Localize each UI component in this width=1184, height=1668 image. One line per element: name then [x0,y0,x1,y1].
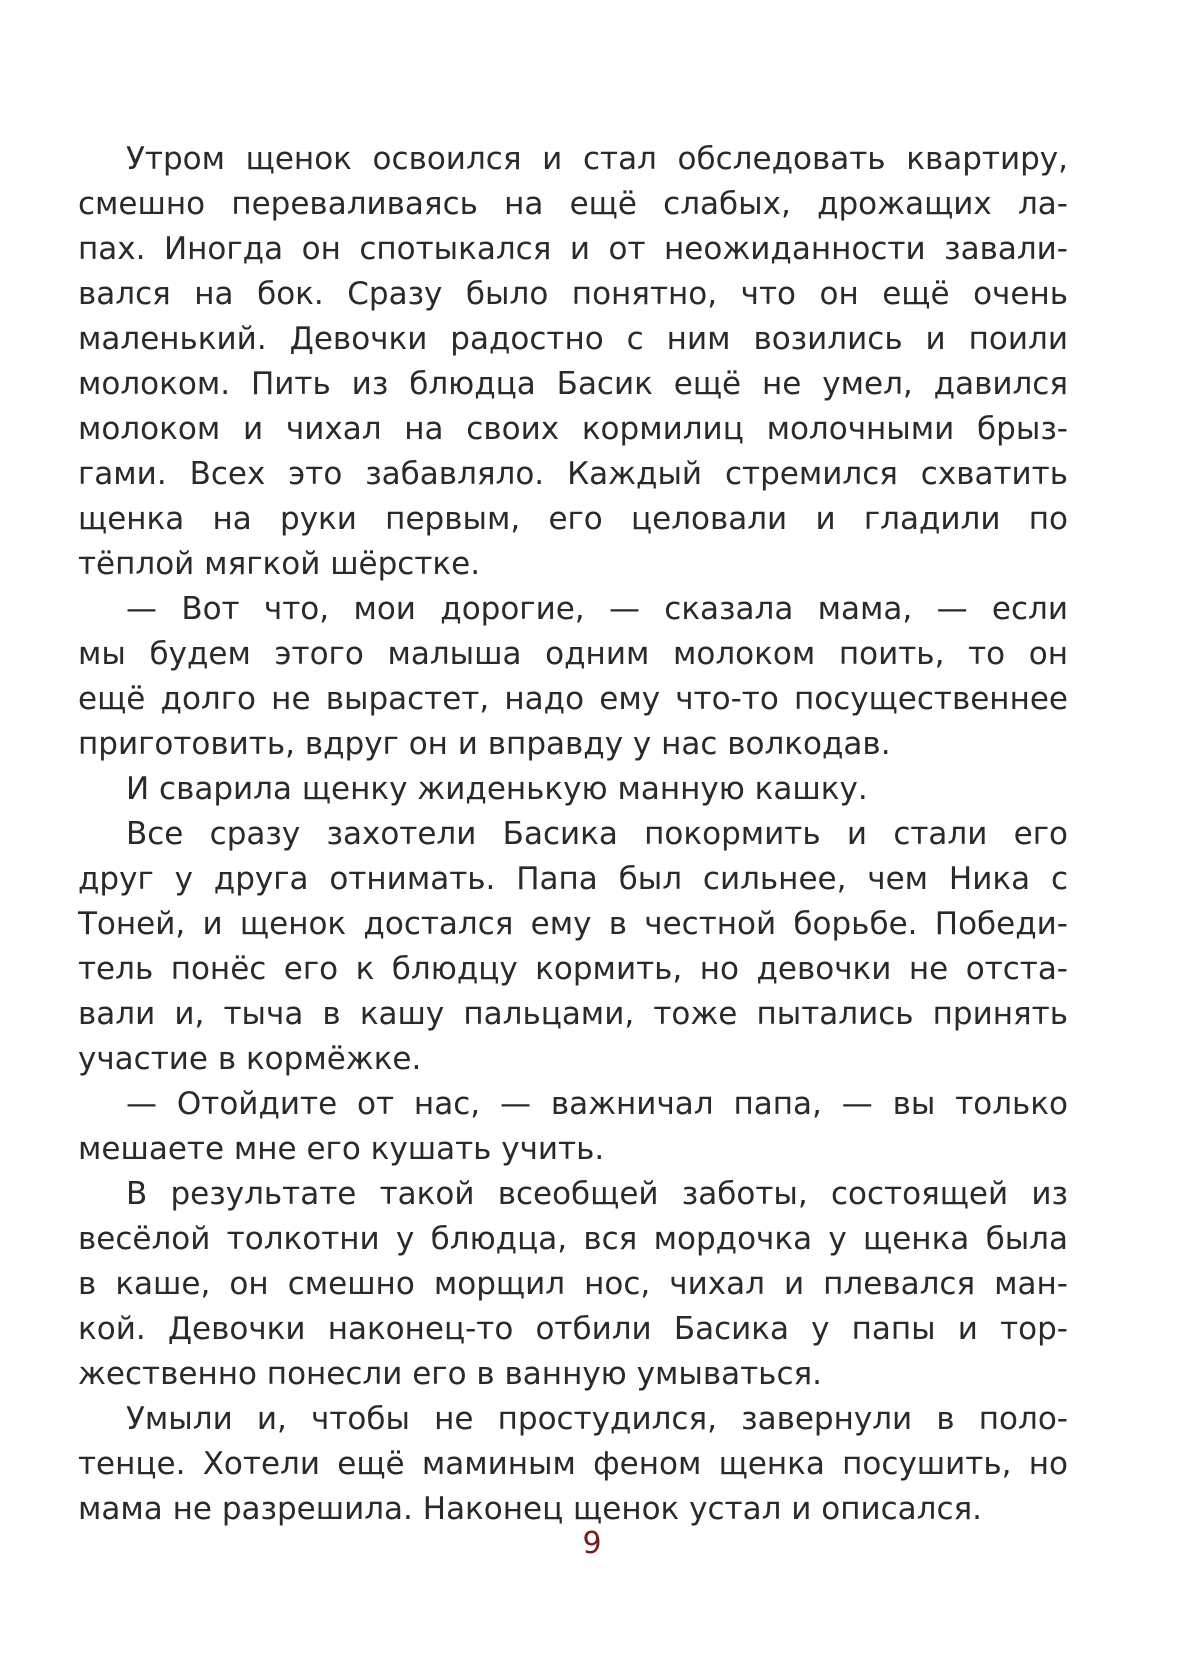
text-line: мы будем этого малыша одним молоком поить, то он [78,636,1068,672]
paragraph [78,1397,1068,1532]
text-line: Тоней, и щенок достался ему в честной борьбе. Победи- [78,906,1068,942]
text-line: В результате такой всеобщей заботы, состоящей из [126,1176,1068,1212]
text-line: щенка на руки первым, его целовали и гладили по [78,501,1068,537]
text-line: вался на бок. Сразу было понятно, что он ещё очень [78,276,1068,312]
text-line: участие в кормёжке. [78,1041,422,1077]
paragraph [78,812,1068,1082]
paragraph [78,587,1068,767]
paragraph [78,1172,1068,1397]
paragraph [78,137,1068,587]
text-line: Утром щенок освоился и стал обследовать квартиру, [126,141,1068,177]
text-line: вали и, тыча в кашу пальцами, тоже пытались принять [78,996,1068,1032]
text-line: молоком и чихал на своих кормилиц молочными брыз- [78,411,1068,447]
text-line: смешно переваливаясь на ещё слабых, дрожащих ла- [78,186,1068,222]
text-line: весёлой толкотни у блюдца, вся мордочка у щенка была [78,1221,1068,1257]
text-line: кой. Девочки наконец-то отбили Басика у папы и тор- [78,1311,1068,1347]
paragraph [78,1082,1068,1172]
text-line: Умыли и, чтобы не простудился, завернули в поло- [126,1401,1068,1437]
story-text [78,137,1068,1532]
text-line: тёплой мягкой шёрстке. [78,546,481,582]
text-line: пах. Иногда он спотыкался и от неожиданности завали- [78,231,1068,267]
text-line: мама не разрешила. Наконец щенок устал и описался. [78,1491,983,1527]
text-line: — Отойдите от нас, — важничал папа, — вы только [126,1086,1068,1122]
text-line: гами. Всех это забавляло. Каждый стремился схватить [78,456,1068,492]
text-line: ещё долго не вырастет, надо ему что-то посущественнее [78,681,1068,717]
text-line: Все сразу захотели Басика покормить и стали его [126,816,1068,852]
text-line: жественно понесли его в ванную умываться. [78,1356,822,1392]
text-line: — Вот что, мои дорогие, — сказала мама, — если [126,591,1068,627]
page-number: 9 [582,1526,602,1561]
text-line: тель понёс его к блюдцу кормить, но девочки не отста- [78,951,1068,987]
text-line: приготовить, вдруг он и вправду у нас волкодав. [78,726,891,762]
text-line: молоком. Пить из блюдца Басик ещё не умел, давился [78,366,1068,402]
text-line: маленький. Девочки радостно с ним возились и поили [78,321,1068,357]
paragraph [78,767,1068,812]
text-line: тенце. Хотели ещё маминым феном щенка посушить, но [78,1446,1068,1482]
text-line: друг у друга отнимать. Папа был сильнее, чем Ника с [78,861,1068,897]
text-line: мешаете мне его кушать учить. [78,1131,605,1167]
text-line: в каше, он смешно морщил нос, чихал и плевался ман- [78,1266,1068,1302]
text-line: И сварила щенку жиденькую манную кашку. [126,771,868,807]
